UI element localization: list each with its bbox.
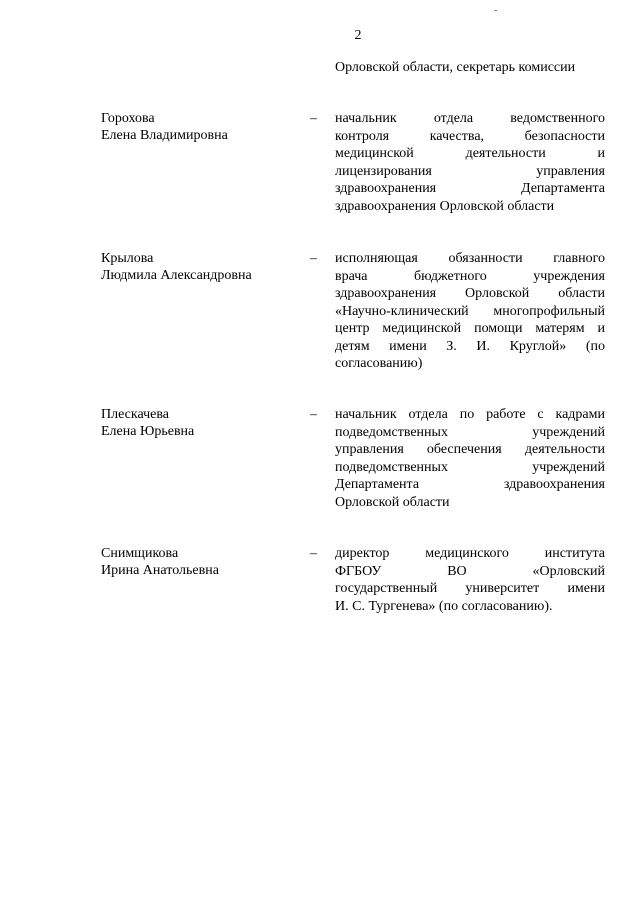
member-surname: Горохова <box>101 111 155 126</box>
role-line: здравоохранения Орловской области <box>335 286 605 301</box>
role-line: ФГБОУ ВО «Орловский <box>335 563 605 579</box>
role-line: Орловской области <box>335 494 450 510</box>
role-line: исполняющая обязанности главного <box>335 251 605 266</box>
role-line: здравоохранения Департамента <box>335 181 605 196</box>
role-line: детям имени З. И. Круглой» (по <box>335 338 605 354</box>
role-line: лицензирования управления <box>335 163 605 179</box>
role-line: И. С. Тургенева» (по согласованию). <box>335 598 553 614</box>
role-line: директор медицинского института <box>335 546 605 561</box>
member-name <box>101 406 301 440</box>
role-line: медицинской деятельности и <box>335 146 605 161</box>
member-role <box>335 110 605 215</box>
member-name <box>101 545 301 579</box>
role-line: здравоохранения Орловской области <box>335 198 555 214</box>
role-line: государственный университет имени <box>335 581 605 596</box>
member-dash: – <box>310 251 317 266</box>
member-role <box>335 545 605 615</box>
member-role <box>335 406 605 511</box>
member-dash: – <box>310 546 317 561</box>
member-name <box>101 250 301 284</box>
role-line: согласованию) <box>335 356 423 371</box>
member-surname: Крылова <box>101 251 154 266</box>
role-line: Департамента здравоохранения <box>335 477 605 492</box>
member-given-name: Елена Владимировна <box>101 128 228 143</box>
role-line: начальник отдела ведомственного <box>335 111 605 126</box>
member-name <box>101 110 301 144</box>
page-number: 2 <box>354 28 362 43</box>
top-mark: - <box>494 5 498 16</box>
role-line: управления обеспечения деятельности <box>335 442 605 457</box>
role-line: врача бюджетного учреждения <box>335 268 605 284</box>
member-surname: Плескачева <box>101 407 170 422</box>
role-line: подведомственных учреждений <box>335 459 605 475</box>
continuation-line: Орловской области, секретарь комиссии <box>335 60 576 75</box>
member-given-name: Людмила Александровна <box>101 268 252 283</box>
member-role <box>335 250 605 373</box>
role-line: «Научно-клинический многопрофильный <box>335 303 605 319</box>
role-line: подведомственных учреждений <box>335 424 605 440</box>
member-given-name: Елена Юрьевна <box>101 424 195 439</box>
member-surname: Снимщикова <box>101 546 179 561</box>
member-given-name: Ирина Анатольевна <box>101 563 219 578</box>
member-dash: – <box>310 407 317 422</box>
role-line: центр медицинской помощи матерям и <box>335 321 605 336</box>
role-line: начальник отдела по работе с кадрами <box>335 407 605 422</box>
role-line: контроля качества, безопасности <box>335 128 605 144</box>
member-dash: – <box>310 111 317 126</box>
